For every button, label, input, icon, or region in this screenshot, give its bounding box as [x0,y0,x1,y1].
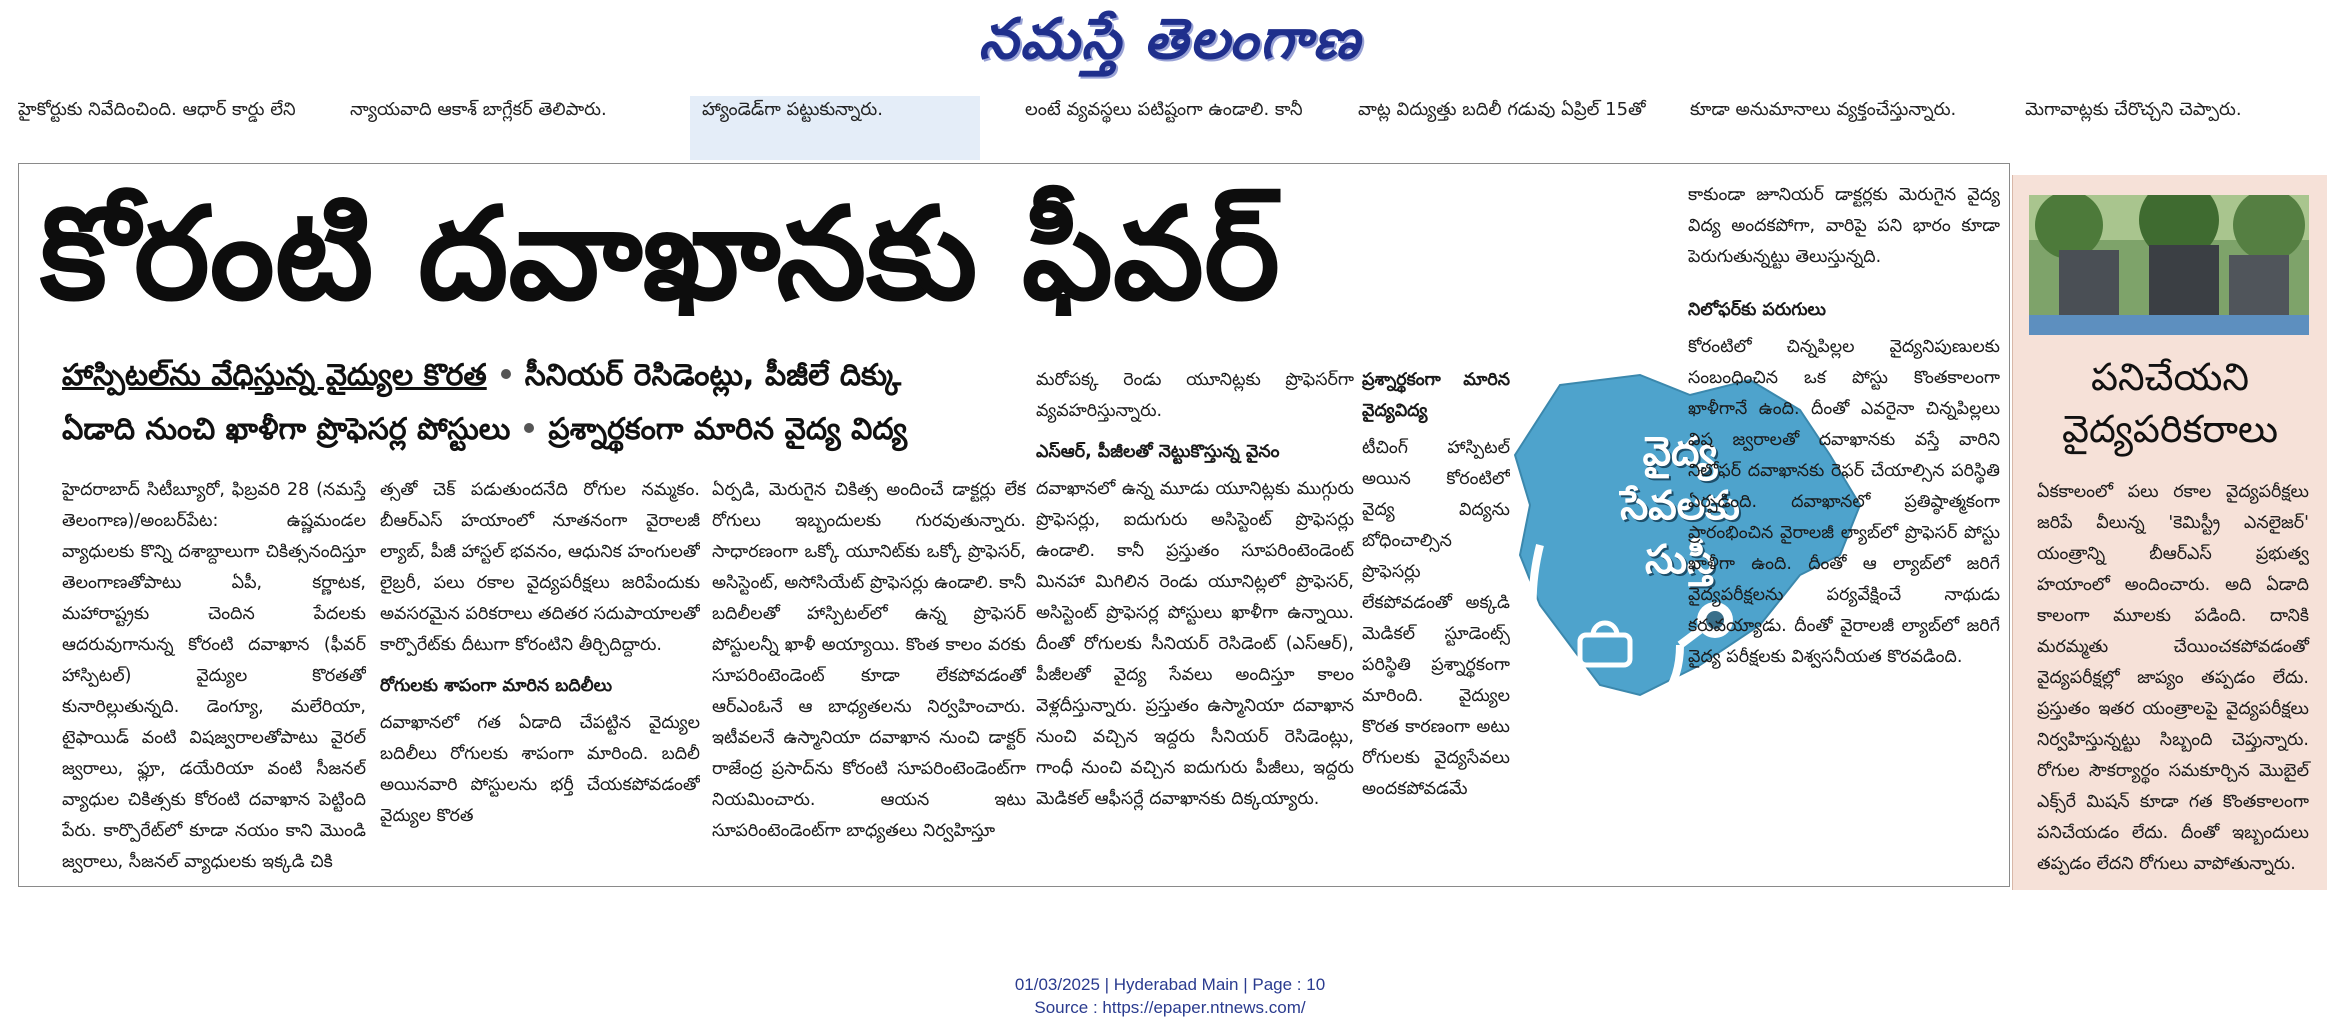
sidebar-body: ఏకకాలంలో పలు రకాల వైద్యపరీక్షలు జరిపే వీలున్న 'కెమిస్ట్రీ ఎనలైజర్' యంత్రాన్ని బీఆర్‌ఎస్ ప్రభుత్వ హయాంలో అందించారు. అది ఏడాది కాలంగా మూలకు పడింది. దానికి మరమ్మతు చేయించకపోవడంతో వైద్యపరీక్షల్లో జాప్యం తప్పడం లేదు. ప్రస్తుతం ఇతర యంత్రాలపై వైద్యపరీక్షలు నిర్వహిస్తున్నట్టు సిబ్బంది చెప్తున్నారు. రోగుల సౌకర్యార్థం సమకూర్చిన మొబైల్ ఎక్స్‌రే మిషన్ కూడా గత కొంతకాలంగా పనిచేయడం లేదు. దీంతో ఇబ్బందులు తప్పడం లేదని రోగులు వాపోతున్నారు. [2037,482,2309,874]
paragraph: హైదరాబాద్ సిటీబ్యూరో, ఫిబ్రవరి 28 (నమస్తే తెలంగాణ)/అంబర్‌పేట: ఉష్ణమండల వ్యాధులకు కొన్ని దశాబ్దాలుగా చికిత్సనందిస్తూ తెలంగాణతోపాటు ఏపీ, కర్ణాటక, మహారాష్ట్రకు చెందిన పేదలకు ఆదరువుగానున్న కోరంటి దవాఖాన (ఫీవర్ హాస్పిటల్) వైద్యుల కొరతతో కునారిల్లుతున్నది. డెంగ్యూ, మలేరియా, టైఫాయిడ్ వంటి విషజ్వరాలతోపాటు వైరల్ జ్వరాలు, ఫ్లూ, డయేరియా వంటి సీజనల్ వ్యాధుల చికిత్సకు కోరంటి దవాఖాన పెట్టింది పేరు. కార్పొరేట్‌లో కూడా నయం కాని మొండి జ్వరాలు, సీజనల్ వ్యాధులకు ఇక్కడి చికి [62,480,366,872]
article-column-5 [1362,365,1510,875]
subheadline: హాస్పిటల్‌ను వేధిస్తున్న వైద్యుల కొరత [62,358,487,393]
bullet-dot [501,369,511,379]
masthead-title: నమస్తే తెలంగాణ [978,6,1362,72]
paragraph: దవాఖానలో ఉన్న మూడు యూనిట్లకు ముగ్గురు ప్రొఫెసర్లు, ఐదుగురు అసిస్టెంట్ ప్రొఫెసర్లు ఉండాలి. కానీ ప్రస్తుతం సూపరింటెండెంట్ మినహా మిగిలిన రెండు యూనిట్లలో ప్రొఫెసర్, అసిస్టెంట్ ప్రొఫెసర్ల పోస్టులు ఖాళీగా ఉన్నాయి. దీంతో రోగులకు సీనియర్ రెసిడెంట్ (ఎస్‌ఆర్), పీజీలతో వైద్య సేవలు అందిస్తూ కాలం వెళ్లదీస్తున్నారు. ప్రస్తుతం ఉస్మానియా దవాఖాన నుంచి వచ్చిన ఇద్దరు సీనియర్ రెసిడెంట్లు, గాంధీ నుంచి వచ్చిన ఐదుగురు పీజీలు, ఇద్దరు మెడికల్ ఆఫీసర్లే దవాఖానకు దిక్కయ్యారు. [1036,479,1354,809]
subheadline-row-2 [62,412,907,454]
article-column-2 [380,475,700,875]
bullet-dot [524,423,534,433]
subheadline: ఏడాది నుంచి ఖాళీగా ప్రొఫెసర్ల పోస్టులు [62,412,511,447]
article-headline: కోరంటి దవాఖానకు ఫీవర్ [40,180,1280,329]
paragraph: దవాఖానలో గత ఏడాది చేపట్టిన వైద్యుల బదిలీలు రోగులకు శాపంగా మారింది. బదిలీ అయినవారి పోస్టులను భర్తీ చేయకపోవడంతో వైద్యుల కొరత [380,713,700,826]
article-column-1 [62,475,366,875]
graphic-caption: వైద్య సేవలకు సుస్తీ [1620,429,1740,583]
paragraph: ఏర్పడి, మెరుగైన చికిత్స అందించే డాక్టర్లు లేక రోగులు ఇబ్బందులకు గురవుతున్నారు. సాధారణంగా ఒక్కో యూనిట్‌కు ఒక్కో ప్రొఫెసర్, అసిస్టెంట్, అసోసియేట్ ప్రొఫెసర్లు ఉండాలి. కానీ బదిలీలతో హాస్పిటల్‌లో ఉన్న ప్రొఫెసర్ పోస్టులన్నీ ఖాళీ అయ్యాయి. కొంత కాలం వరకు సూపరింటెండెంట్ కూడా లేకపోవడంతో ఆర్‌ఎంఓనే ఆ బాధ్యతలను నిర్వహించారు. ఇటీవలనే ఉస్మానియా దవాఖాన నుంచి డాక్టర్ రాజేంద్ర ప్రసాద్‌ను కోరంటి సూపరింటెండెంట్‌గా నియమించారు. ఆయన ఇటు సూపరింటెండెంట్‌గా బాధ్యతలు నిర్వహిస్తూ [712,480,1026,841]
equipment-photo [2029,195,2309,335]
article-column-4 [1036,365,1354,875]
prev-strip: మెగావాట్లకు చేరొచ్చని చెప్పారు. [2025,99,2242,120]
section-subhead: రోగులకు శాపంగా మారిన బదిలీలు [380,676,613,696]
masthead [0,0,2340,80]
prev-strip: వాట్ల విద్యుత్తు బదిలీ గడువు ఏప్రిల్ 15తో [1358,99,1646,120]
sidebar-box [2012,175,2327,890]
subheadline-row-1 [62,358,901,400]
section-subhead: నిలోఫర్‌కు పరుగులు [1688,300,1826,320]
paragraph: కాకుండా జూనియర్ డాక్టర్లకు మెరుగైన వైద్య విద్య అందకపోగా, వారిపై పని భారం కూడా పెరుగుతున్నట్టు తెలుస్తున్నది. [1688,185,2000,267]
paragraph: మరోపక్క రెండు యూనిట్లకు ప్రొఫెసర్‌గా వ్యవహరిస్తున్నారు. [1036,370,1354,421]
prev-strip: హైకోర్టుకు నివేదించింది. ఆధార్ కార్డు లేని [18,99,296,120]
prev-strip: హ్యాండెడ్‌గా పట్టుకున్నారు. [690,96,980,160]
prev-strip: న్యాయవాది ఆకాశ్ బాగ్లేకర్ తెలిపారు. [350,99,607,120]
subheadline: సీనియర్ రెసిడెంట్లు, పీజీలే దిక్కు [524,358,902,393]
footer-date-line: 01/03/2025 | Hyderabad Main | Page : 10 [1014,975,1326,994]
paragraph: కోరంటిలో చిన్నపిల్లల వైద్యనిపుణులకు సంబంధించిన ఒక పోస్టు కొంతకాలంగా ఖాళీగానే ఉంది. దీంతో ఎవరైనా చిన్నపిల్లలు విష జ్వరాలతో దవాఖానకు వస్తే వారిని నిలోఫర్ దవాఖానకు రెఫర్ చేయాల్సిన పరిస్థితి ఏర్పడింది. దవాఖానలో ప్రతిష్ఠాత్మకంగా ప్రారంభించిన వైరాలజీ ల్యాబ్‌లో ప్రొఫెసర్ పోస్టు ఖాళీగా ఉంది. దీంతో ఆ ల్యాబ్‌లో జరిగే వైద్యపరీక్షలను పర్యవేక్షించే నాథుడు కరువయ్యాడు. దీంతో వైరాలజీ ల్యాబ్‌లో జరిగే వైద్య పరీక్షలకు విశ్వసనీయత కొరవడింది. [1688,337,2000,667]
article-column-3 [712,475,1026,875]
subheadline: ప్రశ్నార్థకంగా మారిన వైద్య విద్య [548,412,908,447]
paragraph: త్సతో చెక్ పడుతుందనేది రోగుల నమ్మకం. బీఆర్‌ఎస్ హయాంలో నూతనంగా వైరాలజీ ల్యాబ్, పీజీ హాస్టల్ భవనం, ఆధునిక హంగులతో లైబ్రరీ, పలు రకాల వైద్యపరీక్షలు జరిపేందుకు అవసరమైన పరికరాలు తదితర సదుపాయాలతో కార్పొరేట్‌కు దీటుగా కోరంటిని తీర్చిదిద్దారు. [380,480,700,655]
article-column-6-top [1688,180,2000,300]
paragraph: టీచింగ్ హాస్పిటల్ అయిన కోరంటిలో వైద్య విద్యను బోధించాల్సిన ప్రొఫెసర్లు లేకపోవడంతో అక్కడి మెడికల్ స్టూడెంట్స్ పరిస్థితి ప్రశ్నార్థకంగా మారింది. వైద్యుల కొరత కారణంగా అటు రోగులకు వైద్యసేవలు అందకపోవడమే [1362,438,1510,799]
section-subhead: ఎస్‌ఆర్, పీజీలతో నెట్టుకొస్తున్న వైనం [1036,442,1280,462]
section-subhead: ప్రశ్నార్థకంగా మారిన వైద్యవిద్య [1362,370,1510,421]
prev-strip: లంటే వ్యవస్థలు పటిష్టంగా ఉండాలి. కానీ [1025,99,1303,120]
sidebar-title: పనిచేయని వైద్యపరికరాలు [2061,355,2279,451]
prev-strip: కూడా అనుమానాలు వ్యక్తంచేస్తున్నారు. [1690,99,1957,120]
footer-source-line: Source : https://epaper.ntnews.com/ [1034,998,1306,1017]
article-column-6 [1688,295,2000,875]
